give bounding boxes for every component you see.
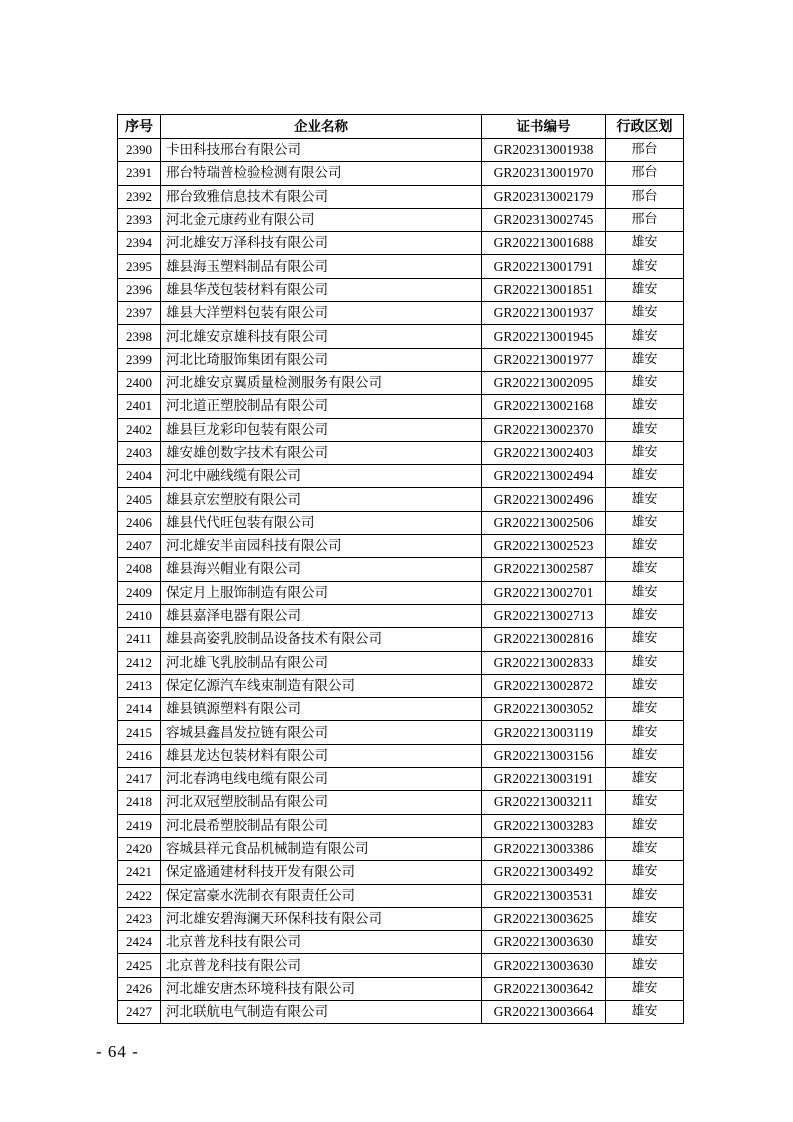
company-name: 容城县鑫昌发拉链有限公司 [161,721,482,744]
row-index: 2411 [118,628,161,651]
certificate-number: GR202213003156 [482,744,606,767]
table-row [118,441,684,464]
company-name: 雄县嘉泽电器有限公司 [161,604,482,627]
region: 雄安 [606,721,684,744]
row-index: 2399 [118,348,161,371]
certificate-number: GR202213003386 [482,837,606,860]
table-row [118,162,684,185]
row-index: 2406 [118,511,161,534]
table-row [118,395,684,418]
row-index: 2401 [118,395,161,418]
row-index: 2393 [118,208,161,231]
region: 雄安 [606,954,684,977]
header-index: 序号 [118,115,161,139]
certificate-number: GR202213003211 [482,791,606,814]
company-name: 河北双冠塑胶制品有限公司 [161,791,482,814]
table-header-row [118,115,684,139]
certificate-number: GR202213002523 [482,535,606,558]
region: 雄安 [606,581,684,604]
row-index: 2422 [118,884,161,907]
company-name: 邢台特瑞普检验检测有限公司 [161,162,482,185]
row-index: 2410 [118,604,161,627]
company-name: 河北雄安唐杰环境科技有限公司 [161,977,482,1000]
region: 雄安 [606,977,684,1000]
region: 雄安 [606,768,684,791]
table-row [118,744,684,767]
table-row [118,604,684,627]
company-name: 雄县龙达包装材料有限公司 [161,744,482,767]
company-name: 雄县大洋塑料包装有限公司 [161,302,482,325]
company-name: 保定亿源汽车线束制造有限公司 [161,674,482,697]
table-row [118,418,684,441]
region: 雄安 [606,465,684,488]
row-index: 2397 [118,302,161,325]
certificate-number: GR202213002168 [482,395,606,418]
header-region: 行政区划 [606,115,684,139]
row-index: 2408 [118,558,161,581]
row-index: 2403 [118,441,161,464]
certificate-number: GR202213002095 [482,371,606,394]
table-row [118,465,684,488]
company-name: 河北金元康药业有限公司 [161,208,482,231]
row-index: 2407 [118,535,161,558]
row-index: 2418 [118,791,161,814]
row-index: 2394 [118,232,161,255]
certificate-number: GR202313002179 [482,185,606,208]
certificate-table [117,114,684,1024]
company-name: 雄县巨龙彩印包装有限公司 [161,418,482,441]
certificate-number: GR202213002701 [482,581,606,604]
row-index: 2395 [118,255,161,278]
certificate-number: GR202213001937 [482,302,606,325]
certificate-number: GR202213003630 [482,954,606,977]
region: 邢台 [606,185,684,208]
company-name: 雄县海玉塑料制品有限公司 [161,255,482,278]
region: 雄安 [606,674,684,697]
company-name: 河北晨希塑胶制品有限公司 [161,814,482,837]
certificate-number: GR202213003052 [482,698,606,721]
row-index: 2425 [118,954,161,977]
certificate-number: GR202213002506 [482,511,606,534]
region: 雄安 [606,861,684,884]
certificate-number: GR202213003625 [482,907,606,930]
company-name: 邢台致雅信息技术有限公司 [161,185,482,208]
region: 邢台 [606,162,684,185]
table-row [118,348,684,371]
row-index: 2420 [118,837,161,860]
region: 雄安 [606,302,684,325]
certificate-number: GR202313001970 [482,162,606,185]
company-name: 北京普龙科技有限公司 [161,954,482,977]
row-index: 2390 [118,139,161,162]
page-number: - 64 - [96,1042,139,1061]
certificate-number: GR202213002872 [482,674,606,697]
row-index: 2400 [118,371,161,394]
row-index: 2424 [118,931,161,954]
table-row [118,768,684,791]
table-row [118,814,684,837]
table-row [118,302,684,325]
region: 雄安 [606,348,684,371]
row-index: 2427 [118,1000,161,1023]
table-row [118,674,684,697]
row-index: 2419 [118,814,161,837]
company-name: 雄县华茂包装材料有限公司 [161,278,482,301]
company-name: 保定富豪水洗制衣有限责任公司 [161,884,482,907]
company-name: 河北雄安京翼质量检测服务有限公司 [161,371,482,394]
table-row [118,255,684,278]
certificate-number: GR202213002494 [482,465,606,488]
table-row [118,371,684,394]
region: 雄安 [606,1000,684,1023]
row-index: 2412 [118,651,161,674]
company-name: 雄县海兴帽业有限公司 [161,558,482,581]
row-index: 2426 [118,977,161,1000]
company-name: 河北雄安半亩园科技有限公司 [161,535,482,558]
table-row [118,208,684,231]
row-index: 2396 [118,278,161,301]
region: 雄安 [606,628,684,651]
table-row [118,977,684,1000]
region: 雄安 [606,604,684,627]
row-index: 2414 [118,698,161,721]
certificate-number: GR202213003283 [482,814,606,837]
region: 雄安 [606,558,684,581]
region: 雄安 [606,837,684,860]
region: 雄安 [606,535,684,558]
certificate-number: GR202213001977 [482,348,606,371]
certificate-number: GR202213002496 [482,488,606,511]
company-name: 河北雄飞乳胶制品有限公司 [161,651,482,674]
certificate-number: GR202213001791 [482,255,606,278]
company-name: 河北春鸿电线电缆有限公司 [161,768,482,791]
row-index: 2416 [118,744,161,767]
row-index: 2421 [118,861,161,884]
certificate-number: GR202213001945 [482,325,606,348]
company-name: 河北道正塑胶制品有限公司 [161,395,482,418]
table-row [118,558,684,581]
region: 雄安 [606,325,684,348]
table-row [118,535,684,558]
table-row [118,185,684,208]
table-row [118,698,684,721]
company-name: 河北雄安京雄科技有限公司 [161,325,482,348]
region: 雄安 [606,884,684,907]
table-row [118,1000,684,1023]
region: 雄安 [606,651,684,674]
region: 雄安 [606,814,684,837]
company-name: 雄县高姿乳胶制品设备技术有限公司 [161,628,482,651]
table-row [118,232,684,255]
company-name: 保定盛通建材科技开发有限公司 [161,861,482,884]
region: 雄安 [606,698,684,721]
company-name: 河北雄安万泽科技有限公司 [161,232,482,255]
company-name: 保定月上服饰制造有限公司 [161,581,482,604]
row-index: 2417 [118,768,161,791]
region: 雄安 [606,395,684,418]
row-index: 2413 [118,674,161,697]
region: 雄安 [606,418,684,441]
company-name: 雄县代代旺包装有限公司 [161,511,482,534]
certificate-number: GR202213001851 [482,278,606,301]
row-index: 2404 [118,465,161,488]
company-name: 河北中融线缆有限公司 [161,465,482,488]
table-row [118,628,684,651]
certificate-number: GR202213003664 [482,1000,606,1023]
region: 雄安 [606,255,684,278]
table-row [118,954,684,977]
certificate-number: GR202213002587 [482,558,606,581]
table-row [118,511,684,534]
certificate-number: GR202213003630 [482,931,606,954]
certificate-number: GR202213002816 [482,628,606,651]
region: 雄安 [606,744,684,767]
row-index: 2405 [118,488,161,511]
table-row [118,861,684,884]
table-row [118,907,684,930]
region: 雄安 [606,511,684,534]
company-name: 雄县镇源塑料有限公司 [161,698,482,721]
certificate-number: GR202213003642 [482,977,606,1000]
region: 雄安 [606,791,684,814]
region: 雄安 [606,441,684,464]
company-name: 河北比琦服饰集团有限公司 [161,348,482,371]
table-row [118,139,684,162]
certificate-number: GR202313002745 [482,208,606,231]
row-index: 2398 [118,325,161,348]
table-row [118,488,684,511]
row-index: 2409 [118,581,161,604]
company-name: 卡田科技邢台有限公司 [161,139,482,162]
header-certificate-number: 证书编号 [482,115,606,139]
certificate-number: GR202213002403 [482,441,606,464]
row-index: 2423 [118,907,161,930]
region: 邢台 [606,139,684,162]
row-index: 2391 [118,162,161,185]
region: 雄安 [606,278,684,301]
row-index: 2392 [118,185,161,208]
company-name: 容城县祥元食品机械制造有限公司 [161,837,482,860]
company-name: 雄安雄创数字技术有限公司 [161,441,482,464]
region: 雄安 [606,488,684,511]
header-company-name: 企业名称 [161,115,482,139]
company-name: 河北联航电气制造有限公司 [161,1000,482,1023]
certificate-number: GR202213002833 [482,651,606,674]
table-row [118,931,684,954]
region: 雄安 [606,232,684,255]
table-row [118,884,684,907]
company-name: 北京普龙科技有限公司 [161,931,482,954]
certificate-number: GR202213003492 [482,861,606,884]
table-row [118,651,684,674]
table-row [118,721,684,744]
table-row [118,278,684,301]
table-body [118,139,684,1024]
certificate-number: GR202213002370 [482,418,606,441]
region: 雄安 [606,907,684,930]
table-row [118,791,684,814]
row-index: 2415 [118,721,161,744]
table-row [118,325,684,348]
certificate-number: GR202213003119 [482,721,606,744]
certificate-number: GR202213001688 [482,232,606,255]
company-name: 河北雄安碧海澜天环保科技有限公司 [161,907,482,930]
certificate-number: GR202213003191 [482,768,606,791]
row-index: 2402 [118,418,161,441]
table-row [118,581,684,604]
region: 邢台 [606,208,684,231]
certificate-number: GR202213002713 [482,604,606,627]
region: 雄安 [606,371,684,394]
table-row [118,837,684,860]
certificate-number: GR202213003531 [482,884,606,907]
region: 雄安 [606,931,684,954]
certificate-number: GR202313001938 [482,139,606,162]
company-name: 雄县京宏塑胶有限公司 [161,488,482,511]
